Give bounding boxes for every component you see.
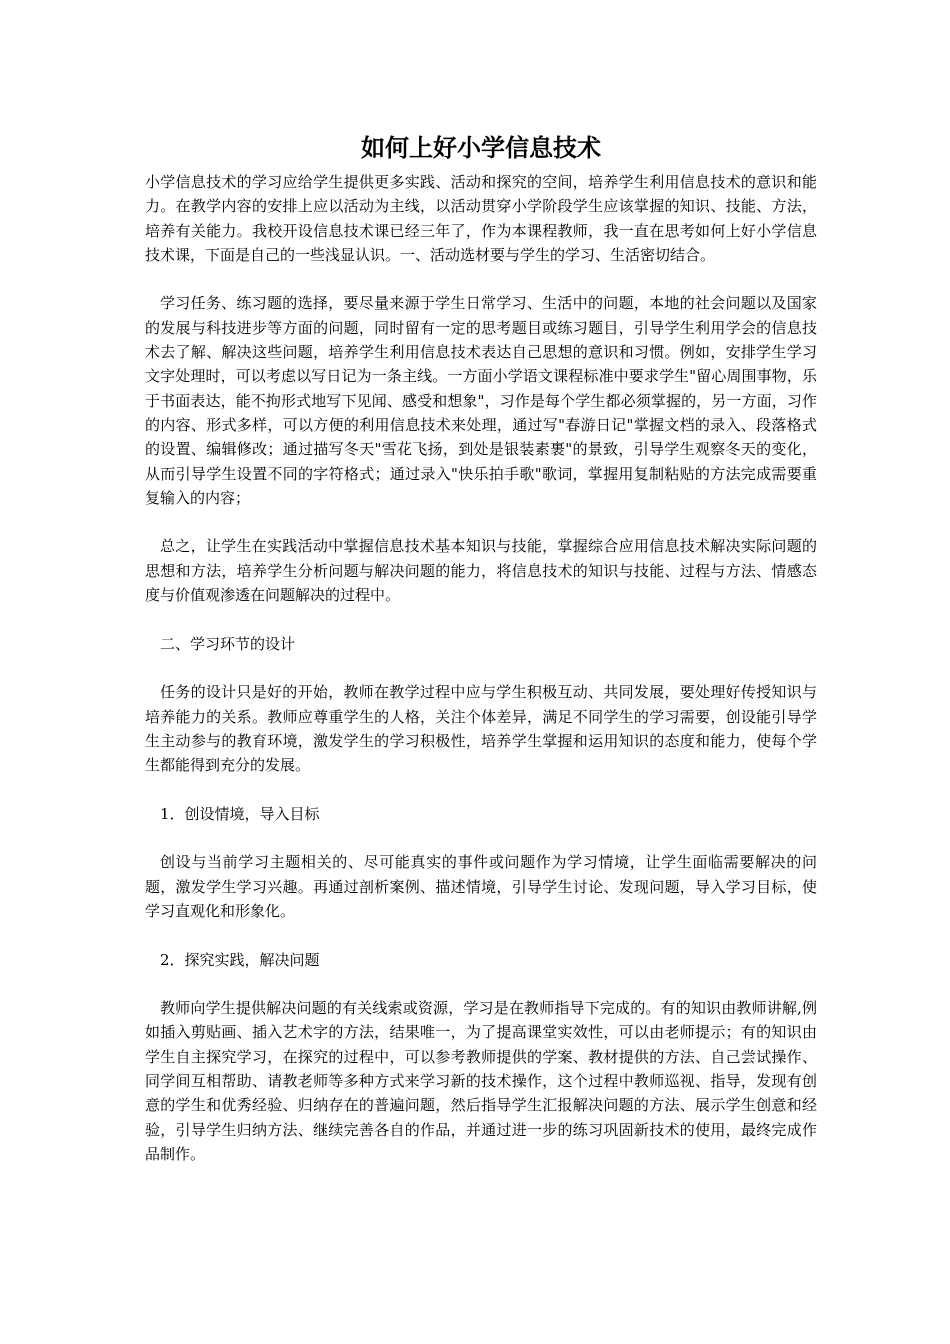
section-heading-learning-design: 二、学习环节的设计 xyxy=(160,634,296,653)
document-page xyxy=(145,130,817,1166)
paragraph-gap xyxy=(145,267,817,291)
paragraph-task-design: 任务的设计只是好的开始，教师在教学过程中应与学生积极互动、共同发展，要处理好传授知识与培养能力的关系。教师应尊重学生的人格，关注个体差异，满足不同学生的学习需要，创设能引导学生主动参与的教育环境，激发学生的学习积极性，培养学生掌握和运用知识的态度和能力，使每个学生都能得到充分的发展。 xyxy=(145,683,817,775)
subheading-create-context: 1．创设情境，导入目标 xyxy=(160,804,320,823)
page-title: 如何上好小学信息技术 xyxy=(361,133,601,162)
paragraph-gap xyxy=(145,656,817,680)
paragraph-intro: 小学信息技术的学习应给学生提供更多实践、活动和探究的空间，培养学生利用信息技术的意识和能力。在教学内容的安排上应以活动为主线，以活动贯穿小学阶段学生应该掌握的知识、技能、方法，培养有关能力。我校开设信息技术课已经三年了，作为本课程教师，我一直在思考如何上好小学信息技术课，下面是自己的一些浅显认识。一、活动选材要与学生的学习、生活密切结合。 xyxy=(145,173,817,264)
paragraph-summary: 总之，让学生在实践活动中掌握信息技术基本知识与技能，掌握综合应用信息技术解决实际问题的思想和方法，培养学生分析问题与解决问题的能力，将信息技术的知识与技能、过程与方法、情感态度与价值观渗透在问题解决的过程中。 xyxy=(145,537,817,605)
paragraph-gap xyxy=(145,510,817,534)
paragraph-gap xyxy=(145,607,817,631)
paragraph-gap xyxy=(145,972,817,996)
paragraph-activity-selection: 学习任务、练习题的选择，要尽量来源于学生日常学习、生活中的问题，本地的社会问题以及国家的发展与科技进步等方面的问题，同时留有一定的思考题目或练习题目，引导学生利用学会的信息技术去了解、解决这些问题，培养学生利用信息技术表达自己思想的意识和习惯。例如，安排学生学习文字处理时，可以考虑以写日记为一条主线。一方面小学语文课程标准中要求学生"留心周围事物，乐于书面表达，能不拘形式地写下见闻、感受和想象"，习作是每个学生都必须掌握的，另一方面，习作的内容、形式多样，可以方便的利用信息技术来处理，通过写"春游日记"掌握文档的录入、段落格式的设置、编辑修改；通过描写冬天"雪花飞扬，到处是银装素裹"的景致，引导学生观察冬天的变化，从而引导学生设置不同的字符格式；通过录入"快乐拍手歌"歌词，掌握用复制粘贴的方法完成需要重复输入的内容； xyxy=(145,294,817,507)
paragraph-gap xyxy=(145,923,817,947)
paragraph-create-context: 创设与当前学习主题相关的、尽可能真实的事件或问题作为学习情境，让学生面临需要解决的问题，激发学生学习兴趣。再通过剖析案例、描述情境，引导学生讨论、发现问题，导入学习目标，使学习直观化和形象化。 xyxy=(145,853,817,920)
subheading-explore-practice: 2．探究实践，解决问题 xyxy=(160,950,320,969)
paragraph-explore-practice: 教师向学生提供解决问题的有关线索或资源，学习是在教师指导下完成的。有的知识由教师讲解,例如插入剪贴画、插入艺术字的方法，结果唯一，为了提高课堂实效性，可以由老师提示；有的知识由学生自主探究学习，在探究的过程中，可以参考教师提供的学案、教材提供的方法、自己尝试操作、同学间互相帮助、请教老师等多种方式来学习新的技术操作，这个过程中教师巡视、指导，发现有创意的学生和优秀经验、归纳存在的普遍问题，然后指导学生汇报解决问题的方法、展示学生创意和经验，引导学生归纳方法、继续完善各自的作品，并通过进一步的练习巩固新技术的使用，最终完成作品制作。 xyxy=(145,999,817,1163)
paragraph-gap xyxy=(145,777,817,801)
paragraph-gap xyxy=(145,826,817,850)
